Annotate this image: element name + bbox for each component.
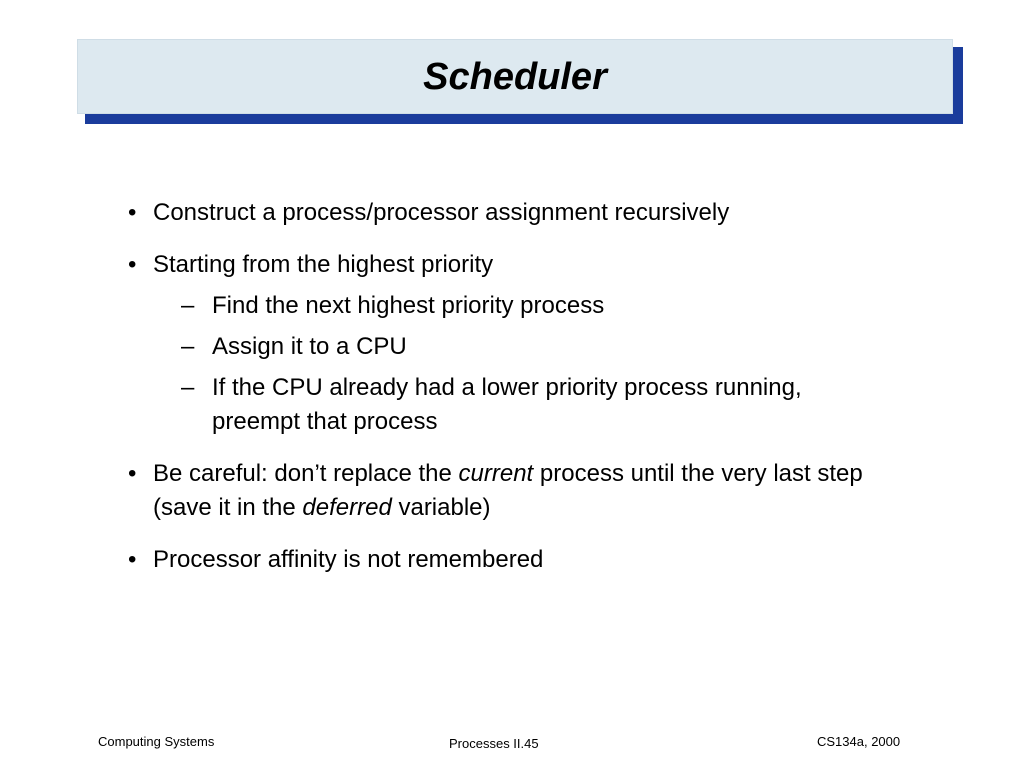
emphasis-deferred: deferred (302, 494, 392, 521)
footer-course-name: Computing Systems (98, 734, 215, 749)
bullet-text: Processor affinity is not remembered (153, 546, 544, 573)
sub-bullet-text: Find the next highest priority process (212, 292, 605, 319)
bullet-item (128, 543, 908, 577)
bullet-text: Starting from the highest priority (153, 251, 494, 278)
emphasis-current: current (458, 460, 534, 487)
sub-bullet-text: If the CPU already had a lower priority process running, preempt that process (212, 374, 802, 435)
bullet-item (128, 196, 908, 230)
sub-bullet-item (128, 371, 908, 439)
footer-slide-number: Processes II.45 (449, 736, 539, 751)
bullet-list (128, 196, 908, 577)
footer-course-code: CS134a, 2000 (817, 734, 901, 749)
bullet-item (128, 248, 908, 282)
bullet-text-part: variable) (391, 494, 491, 521)
bullet-item (128, 457, 908, 525)
title-box (77, 39, 953, 114)
bullet-text-part: Be careful: don’t replace the (153, 460, 459, 487)
sub-bullet-item (128, 330, 908, 364)
bullet-text-part: process until the very last step (save it in the (153, 460, 863, 521)
slide-title: Scheduler (423, 56, 607, 98)
bullet-text: Construct a process/processor assignment recursively (153, 199, 730, 226)
sub-bullet-item (128, 289, 908, 323)
sub-bullet-text: Assign it to a CPU (212, 333, 407, 360)
